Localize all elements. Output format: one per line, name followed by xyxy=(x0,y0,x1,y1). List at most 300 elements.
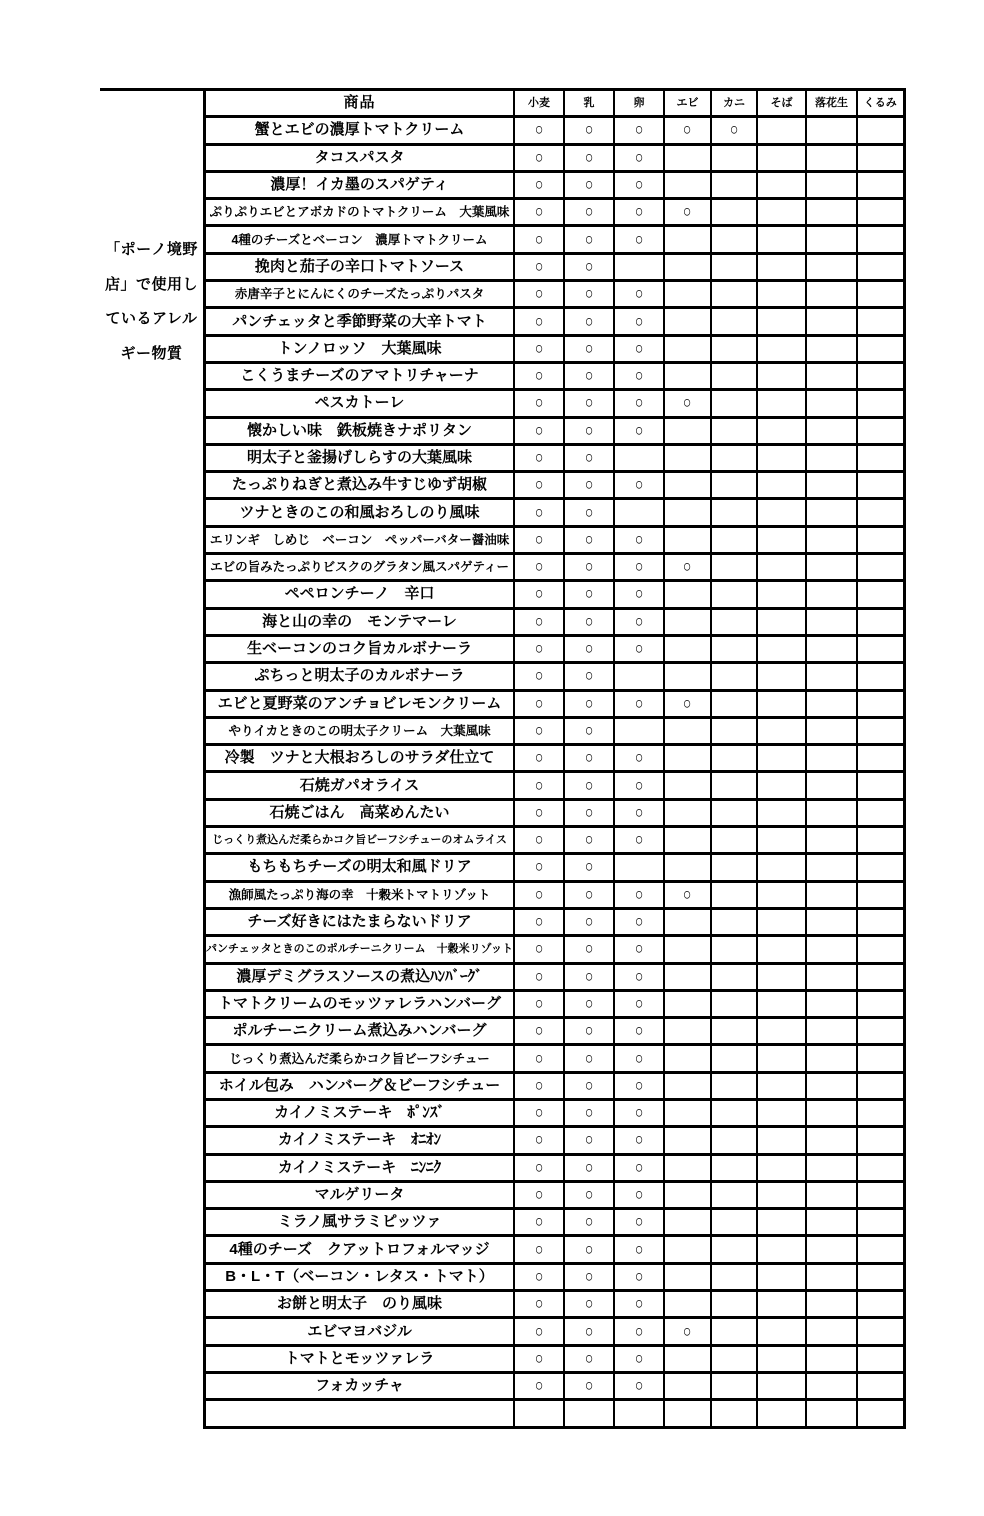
circle-mark: ○ xyxy=(634,829,644,850)
table-row xyxy=(205,663,905,690)
circle-mark: ○ xyxy=(584,229,594,249)
allergen-column-header: そば xyxy=(757,90,806,117)
allergen-mark-cell xyxy=(664,117,711,144)
allergen-mark-cell xyxy=(614,362,664,389)
circle-mark: ○ xyxy=(584,993,594,1014)
empty-cell xyxy=(857,117,904,144)
empty-cell xyxy=(711,1181,757,1208)
circle-mark: ○ xyxy=(634,693,644,713)
empty-cell xyxy=(857,281,904,308)
allergen-mark-cell xyxy=(614,908,664,935)
circle-mark: ○ xyxy=(634,802,644,823)
circle-mark: ○ xyxy=(634,147,644,167)
empty-cell xyxy=(806,663,857,690)
empty-cell xyxy=(711,308,757,335)
circle-mark: ○ xyxy=(534,1130,544,1150)
allergen-mark-cell xyxy=(514,281,564,308)
empty-cell xyxy=(857,745,904,772)
allergen-mark-cell xyxy=(564,1209,614,1236)
circle-mark: ○ xyxy=(584,911,594,932)
product-name-cell: じっくり煮込んだ柔らかコク旨ビーフシチューのオムライス xyxy=(205,827,515,854)
empty-cell xyxy=(711,936,757,963)
allergen-mark-cell xyxy=(564,1263,614,1290)
circle-mark: ○ xyxy=(534,1048,544,1068)
empty-cell xyxy=(614,499,664,526)
allergen-mark-cell xyxy=(614,199,664,226)
empty-cell xyxy=(614,253,664,280)
allergen-mark-cell xyxy=(514,472,564,499)
product-name-cell: カイノミステーキ ﾆﾝﾆｸ xyxy=(205,1154,515,1181)
circle-mark: ○ xyxy=(584,365,594,386)
empty-cell xyxy=(757,635,806,662)
product-name-cell xyxy=(205,1400,515,1427)
empty-cell xyxy=(664,226,711,253)
empty-cell xyxy=(757,1018,806,1045)
empty-cell xyxy=(806,908,857,935)
product-name-cell: たっぷりねぎと煮込み牛すじゆず胡椒 xyxy=(205,472,515,499)
table-row xyxy=(205,117,905,144)
empty-cell xyxy=(664,1181,711,1208)
empty-cell xyxy=(757,1345,806,1372)
circle-mark: ○ xyxy=(634,420,644,440)
empty-cell xyxy=(564,1400,614,1427)
empty-cell xyxy=(664,526,711,553)
product-name-cell: 冷製 ツナと大根おろしのサラダ仕立て xyxy=(205,745,515,772)
empty-cell xyxy=(806,581,857,608)
empty-cell xyxy=(757,1236,806,1263)
product-name-cell: 生ベーコンのコク旨カルボナーラ xyxy=(205,635,515,662)
table-row xyxy=(205,1127,905,1154)
allergen-mark-cell xyxy=(514,144,564,171)
empty-cell xyxy=(806,1345,857,1372)
allergen-mark-cell xyxy=(564,499,614,526)
product-name-cell: じっくり煮込んだ柔らかコク旨ビーフシチュー xyxy=(205,1045,515,1072)
circle-mark: ○ xyxy=(534,1102,544,1123)
allergen-mark-cell xyxy=(614,472,664,499)
allergen-mark-cell xyxy=(564,526,614,553)
allergen-mark-cell xyxy=(564,1127,614,1154)
empty-cell xyxy=(711,1209,757,1236)
allergen-column-header: 卵 xyxy=(614,90,664,117)
empty-cell xyxy=(711,253,757,280)
allergen-mark-cell xyxy=(564,772,614,799)
allergen-mark-cell xyxy=(614,1263,664,1290)
empty-cell xyxy=(806,390,857,417)
allergen-mark-cell xyxy=(564,854,614,881)
empty-cell xyxy=(664,308,711,335)
empty-cell xyxy=(806,472,857,499)
allergen-mark-cell xyxy=(614,690,664,717)
empty-cell xyxy=(757,881,806,908)
table-row xyxy=(205,1072,905,1099)
empty-cell xyxy=(757,199,806,226)
circle-mark: ○ xyxy=(534,1348,544,1368)
allergen-mark-cell xyxy=(564,1045,614,1072)
empty-cell xyxy=(757,745,806,772)
empty-cell xyxy=(857,444,904,471)
allergen-mark-cell xyxy=(564,717,614,744)
circle-mark: ○ xyxy=(634,229,644,249)
allergen-mark-cell xyxy=(614,117,664,144)
empty-cell xyxy=(806,1127,857,1154)
empty-cell xyxy=(664,362,711,389)
circle-mark: ○ xyxy=(584,147,594,167)
allergen-mark-cell xyxy=(514,799,564,826)
empty-cell xyxy=(711,1099,757,1126)
allergen-mark-cell xyxy=(514,827,564,854)
circle-mark: ○ xyxy=(683,202,692,222)
allergen-mark-cell xyxy=(514,226,564,253)
circle-mark: ○ xyxy=(534,584,544,604)
empty-cell xyxy=(857,581,904,608)
table-row xyxy=(205,362,905,389)
empty-cell xyxy=(857,1400,904,1427)
empty-cell xyxy=(806,936,857,963)
table-row xyxy=(205,472,905,499)
allergen-mark-cell xyxy=(514,772,564,799)
empty-cell xyxy=(711,1127,757,1154)
allergen-mark-cell xyxy=(514,1154,564,1181)
table-row xyxy=(205,1018,905,1045)
circle-mark: ○ xyxy=(634,174,644,195)
circle-mark: ○ xyxy=(634,1212,644,1232)
product-name-cell: 4種のチーズとベーコン 濃厚トマトクリーム xyxy=(205,226,515,253)
empty-cell xyxy=(857,635,904,662)
allergen-mark-cell xyxy=(664,881,711,908)
empty-cell xyxy=(806,226,857,253)
allergen-mark-cell xyxy=(514,635,564,662)
empty-cell xyxy=(711,554,757,581)
empty-cell xyxy=(757,335,806,362)
empty-cell xyxy=(664,472,711,499)
empty-cell xyxy=(711,526,757,553)
empty-cell xyxy=(757,608,806,635)
empty-cell xyxy=(757,827,806,854)
circle-mark: ○ xyxy=(634,1321,644,1341)
empty-cell xyxy=(857,799,904,826)
circle-mark: ○ xyxy=(634,393,644,413)
circle-mark: ○ xyxy=(634,939,644,959)
table-row xyxy=(205,1318,905,1345)
empty-cell xyxy=(857,881,904,908)
empty-cell xyxy=(664,635,711,662)
allergen-mark-cell xyxy=(614,635,664,662)
table-row xyxy=(205,554,905,581)
empty-cell xyxy=(664,1345,711,1372)
table-row xyxy=(205,963,905,990)
empty-cell xyxy=(757,690,806,717)
empty-cell xyxy=(857,1236,904,1263)
product-column-header: 商品 xyxy=(205,90,515,117)
empty-cell xyxy=(757,1400,806,1427)
table-row xyxy=(205,1263,905,1290)
allergen-mark-cell xyxy=(514,499,564,526)
empty-cell xyxy=(806,526,857,553)
allergen-mark-cell xyxy=(564,1072,614,1099)
table-row xyxy=(205,1372,905,1399)
product-name-cell: カイノミステーキ ﾎﾟﾝｽﾞ xyxy=(205,1099,515,1126)
empty-cell xyxy=(664,1263,711,1290)
empty-cell xyxy=(664,1072,711,1099)
allergen-mark-cell xyxy=(514,908,564,935)
empty-cell xyxy=(711,281,757,308)
allergen-mark-cell xyxy=(514,1072,564,1099)
allergen-mark-cell xyxy=(564,554,614,581)
empty-cell xyxy=(711,199,757,226)
allergen-mark-cell xyxy=(514,390,564,417)
product-name-cell: エビと夏野菜のアンチョビレモンクリーム xyxy=(205,690,515,717)
allergen-mark-cell xyxy=(514,990,564,1017)
empty-cell xyxy=(664,1127,711,1154)
allergen-mark-cell xyxy=(514,936,564,963)
empty-cell xyxy=(857,171,904,198)
empty-cell xyxy=(857,1263,904,1290)
circle-mark: ○ xyxy=(534,338,544,358)
table-row xyxy=(205,226,905,253)
table-row xyxy=(205,1291,905,1318)
circle-mark: ○ xyxy=(584,1157,594,1177)
circle-mark: ○ xyxy=(634,966,644,986)
empty-cell xyxy=(857,362,904,389)
circle-mark: ○ xyxy=(634,284,644,304)
allergen-mark-cell xyxy=(514,1181,564,1208)
circle-mark: ○ xyxy=(584,829,594,850)
allergen-mark-cell xyxy=(614,1236,664,1263)
allergen-mark-cell xyxy=(514,963,564,990)
allergen-mark-cell xyxy=(514,1345,564,1372)
allergen-mark-cell xyxy=(614,1099,664,1126)
empty-cell xyxy=(711,1400,757,1427)
circle-mark: ○ xyxy=(584,1048,594,1068)
allergen-mark-cell xyxy=(514,1018,564,1045)
empty-cell xyxy=(711,799,757,826)
empty-cell xyxy=(757,362,806,389)
circle-mark: ○ xyxy=(534,802,544,823)
allergen-mark-cell xyxy=(614,1154,664,1181)
empty-cell xyxy=(711,963,757,990)
circle-mark: ○ xyxy=(634,1348,644,1368)
allergen-mark-cell xyxy=(514,1045,564,1072)
allergen-mark-cell xyxy=(564,663,614,690)
allergen-mark-cell xyxy=(564,1018,614,1045)
circle-mark: ○ xyxy=(534,475,544,495)
empty-cell xyxy=(806,1236,857,1263)
circle-mark: ○ xyxy=(584,1212,594,1232)
circle-mark: ○ xyxy=(534,256,544,277)
circle-mark: ○ xyxy=(534,993,544,1014)
sidebar-label-line: ギー物質 xyxy=(120,344,183,362)
allergen-table xyxy=(203,88,906,1429)
empty-cell xyxy=(711,1045,757,1072)
sidebar-label-line: 店」で使用し xyxy=(104,275,198,293)
allergen-mark-cell xyxy=(614,799,664,826)
empty-cell xyxy=(664,608,711,635)
empty-cell xyxy=(757,581,806,608)
circle-mark: ○ xyxy=(584,666,594,686)
circle-mark: ○ xyxy=(534,775,544,795)
empty-cell xyxy=(664,1372,711,1399)
allergen-mark-cell xyxy=(514,362,564,389)
table-row xyxy=(205,936,905,963)
empty-cell xyxy=(806,554,857,581)
empty-cell xyxy=(757,1072,806,1099)
table-row xyxy=(205,827,905,854)
empty-cell xyxy=(664,499,711,526)
empty-cell xyxy=(806,117,857,144)
empty-cell xyxy=(711,335,757,362)
empty-cell xyxy=(711,171,757,198)
empty-cell xyxy=(857,936,904,963)
product-name-cell: もちもちチーズの明太和風ドリア xyxy=(205,854,515,881)
empty-cell xyxy=(757,1154,806,1181)
empty-cell xyxy=(711,881,757,908)
allergen-mark-cell xyxy=(664,690,711,717)
empty-cell xyxy=(857,1372,904,1399)
circle-mark: ○ xyxy=(584,748,594,768)
empty-cell xyxy=(664,1099,711,1126)
empty-cell xyxy=(664,171,711,198)
circle-mark: ○ xyxy=(584,256,594,277)
allergen-mark-cell xyxy=(614,1372,664,1399)
empty-cell xyxy=(664,1291,711,1318)
empty-cell xyxy=(711,772,757,799)
empty-cell xyxy=(757,308,806,335)
circle-mark: ○ xyxy=(683,393,692,413)
circle-mark: ○ xyxy=(534,529,544,550)
product-name-cell: ツナときのこの和風おろしのり風味 xyxy=(205,499,515,526)
empty-cell xyxy=(806,990,857,1017)
table-row xyxy=(205,854,905,881)
allergen-mark-cell xyxy=(564,472,614,499)
empty-cell xyxy=(857,1154,904,1181)
circle-mark: ○ xyxy=(634,775,644,795)
product-name-cell: ペスカトーレ xyxy=(205,390,515,417)
circle-mark: ○ xyxy=(534,1184,544,1205)
circle-mark: ○ xyxy=(584,120,594,140)
table-row xyxy=(205,253,905,280)
allergen-mark-cell xyxy=(514,663,564,690)
allergen-column-header: カニ xyxy=(711,90,757,117)
product-name-cell: チーズ好きにはたまらないドリア xyxy=(205,908,515,935)
allergen-mark-cell xyxy=(514,253,564,280)
allergen-mark-cell xyxy=(514,308,564,335)
circle-mark: ○ xyxy=(534,174,544,195)
allergen-column-header: 落花生 xyxy=(806,90,857,117)
empty-cell xyxy=(806,1318,857,1345)
allergen-mark-cell xyxy=(614,772,664,799)
product-name-cell: 石焼ごはん 高菜めんたい xyxy=(205,799,515,826)
circle-mark: ○ xyxy=(584,939,594,959)
circle-mark: ○ xyxy=(534,365,544,386)
table-row xyxy=(205,717,905,744)
empty-cell xyxy=(711,717,757,744)
empty-cell xyxy=(806,1372,857,1399)
product-name-cell: 挽肉と茄子の辛口トマトソース xyxy=(205,253,515,280)
table-row xyxy=(205,608,905,635)
allergen-mark-cell xyxy=(514,1236,564,1263)
empty-cell xyxy=(664,1236,711,1263)
empty-cell xyxy=(614,663,664,690)
empty-cell xyxy=(757,117,806,144)
empty-cell xyxy=(806,499,857,526)
circle-mark: ○ xyxy=(634,611,644,631)
allergen-mark-cell xyxy=(664,1318,711,1345)
empty-cell xyxy=(711,990,757,1017)
circle-mark: ○ xyxy=(584,311,594,331)
empty-cell xyxy=(806,963,857,990)
circle-mark: ○ xyxy=(584,202,594,222)
circle-mark: ○ xyxy=(534,420,544,440)
allergen-mark-cell xyxy=(564,199,614,226)
empty-cell xyxy=(806,417,857,444)
empty-cell xyxy=(806,608,857,635)
empty-cell xyxy=(664,963,711,990)
empty-cell xyxy=(806,717,857,744)
product-name-cell: エビマヨバジル xyxy=(205,1318,515,1345)
empty-cell xyxy=(711,608,757,635)
circle-mark: ○ xyxy=(634,365,644,386)
allergen-mark-cell xyxy=(564,990,614,1017)
empty-cell xyxy=(857,199,904,226)
allergen-mark-cell xyxy=(614,171,664,198)
allergen-mark-cell xyxy=(614,1127,664,1154)
product-name-cell: ポルチーニクリーム煮込みハンバーグ xyxy=(205,1018,515,1045)
table-row xyxy=(205,417,905,444)
circle-mark: ○ xyxy=(534,829,544,850)
circle-mark: ○ xyxy=(584,1239,594,1259)
circle-mark: ○ xyxy=(534,638,544,659)
product-name-cell: 海と山の幸の モンテマーレ xyxy=(205,608,515,635)
table-row xyxy=(205,1045,905,1072)
empty-cell xyxy=(664,417,711,444)
empty-cell xyxy=(711,827,757,854)
circle-mark: ○ xyxy=(534,748,544,768)
empty-cell xyxy=(711,663,757,690)
empty-cell xyxy=(711,635,757,662)
allergen-mark-cell xyxy=(564,226,614,253)
allergen-mark-cell xyxy=(514,1372,564,1399)
circle-mark: ○ xyxy=(683,884,692,904)
allergen-mark-cell xyxy=(514,745,564,772)
empty-cell xyxy=(857,335,904,362)
table-row xyxy=(205,799,905,826)
empty-cell xyxy=(664,936,711,963)
circle-mark: ○ xyxy=(534,1157,544,1177)
empty-cell xyxy=(857,226,904,253)
empty-cell xyxy=(857,499,904,526)
circle-mark: ○ xyxy=(584,502,594,522)
sidebar-label-line: ているアレル xyxy=(105,310,198,327)
circle-mark: ○ xyxy=(534,693,544,713)
allergen-mark-cell xyxy=(614,526,664,553)
empty-cell xyxy=(806,281,857,308)
circle-mark: ○ xyxy=(534,120,544,140)
allergen-mark-cell xyxy=(564,417,614,444)
empty-cell xyxy=(806,1209,857,1236)
allergen-mark-cell xyxy=(614,936,664,963)
empty-cell xyxy=(711,745,757,772)
empty-cell xyxy=(664,717,711,744)
empty-cell xyxy=(806,199,857,226)
empty-cell xyxy=(711,362,757,389)
sidebar-label-line: 「ポーノ境野 xyxy=(105,241,198,258)
store-allergen-label xyxy=(100,233,203,371)
allergen-mark-cell xyxy=(614,1345,664,1372)
empty-cell xyxy=(757,936,806,963)
allergen-mark-cell xyxy=(614,745,664,772)
empty-cell xyxy=(806,1181,857,1208)
empty-cell xyxy=(757,963,806,990)
